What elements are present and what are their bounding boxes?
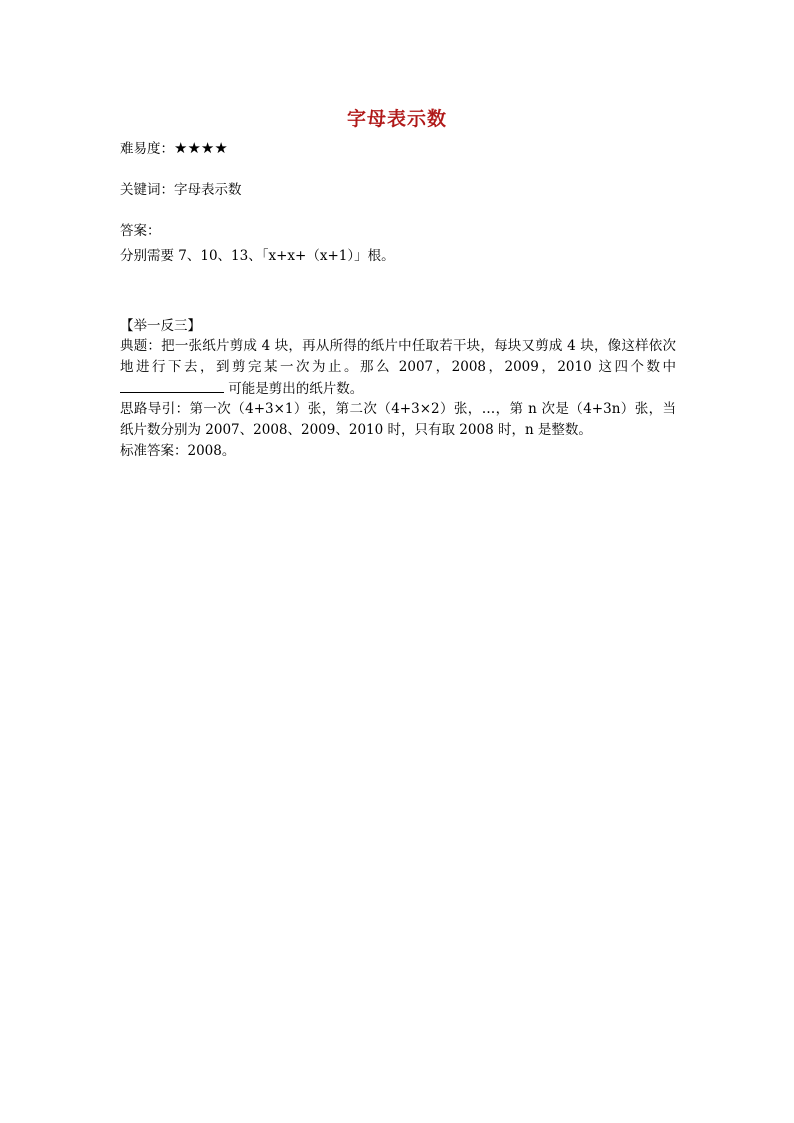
answer-text: 分别需要 7、10、13、「x+x+（x+1）」根。	[120, 248, 395, 264]
extension-heading: 【举一反三】	[120, 318, 201, 334]
difficulty-stars-icon: ★★★★	[174, 139, 228, 157]
example-text: 典题：把一张纸片剪成 4 块，再从所得的纸片中任取若干块，每块又剪成 4 块，像这样依次地进行下去，到剪完某一次为止。那么 2007，2008，2009，2010 这四个数中	[120, 338, 676, 375]
solution-hint: 思路导引：第一次（4+3×1）张，第二次（4+3×2）张，…，第 n 次是（4+3n）张，当纸片数分别为 2007、2008、2009、2010 时，只有取 2008 时，n 是整数。	[120, 401, 676, 438]
answer-label: 答案：	[120, 223, 161, 239]
standard-answer: 标准答案：2008。	[120, 443, 236, 459]
example-tail: 可能是剪出的纸片数。	[228, 381, 364, 397]
keywords-row	[120, 180, 242, 200]
difficulty-label: 难易度：	[120, 141, 174, 157]
keywords-value: 字母表示数	[174, 182, 242, 198]
answer-blank	[120, 378, 224, 393]
page-title: 字母表示数	[346, 108, 447, 130]
difficulty-row	[120, 138, 228, 159]
example-problem	[120, 336, 676, 400]
keywords-label: 关键词：	[120, 182, 174, 198]
